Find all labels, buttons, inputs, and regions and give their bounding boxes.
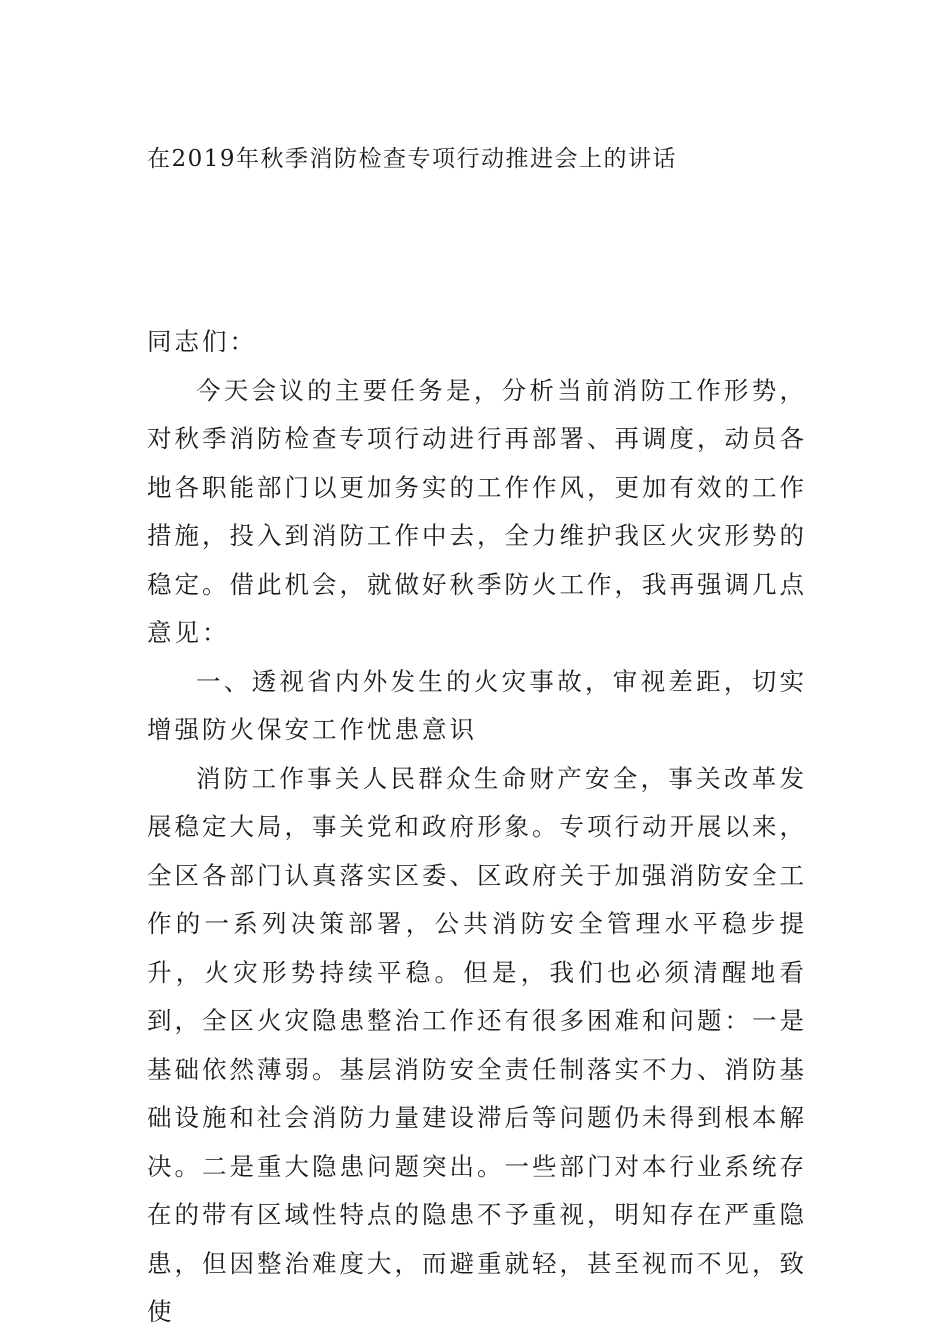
document-title: 在2019年秋季消防检查专项行动推进会上的讲话 xyxy=(147,146,678,172)
paragraph-fire-safety: 消防工作事关人民群众生命财产安全，事关改革发展稳定大局，事关党和政府形象。专项行动开展以来，全区各部门认真落实区委、区政府关于加强消防安全工作的一系列决策部署，公共消防安全管理水平稳步提升，火灾形势持续平稳。但是，我们也必须清醒地看到，全区火灾隐患整治工作还有很多困难和问题：一是基础依然薄弱。基层消防安全责任制落实不力、消防基础设施和社会消防力量建设滞后等问题仍未得到根本解决。二是重大隐患问题突出。一些部门对本行业系统存在的带有区域性特点的隐患不予重视，明知存在严重隐患，但因整治难度大，而避重就轻，甚至视而不见，致使 xyxy=(147,763,807,1326)
section-heading-one: 一、透视省内外发生的火灾事故，审视差距，切实增强防火保安工作忧患意识 xyxy=(147,666,807,744)
paragraph-intro: 今天会议的主要任务是，分析当前消防工作形势，对秋季消防检查专项行动进行再部署、再调度，动员各地各职能部门以更加务实的工作作风，更加有效的工作措施，投入到消防工作中去，全力维护我区火灾形势的稳定。借此机会，就做好秋季防火工作，我再强调几点意见： xyxy=(147,375,807,647)
document-body xyxy=(147,318,807,1337)
salutation: 同志们： xyxy=(147,327,257,356)
